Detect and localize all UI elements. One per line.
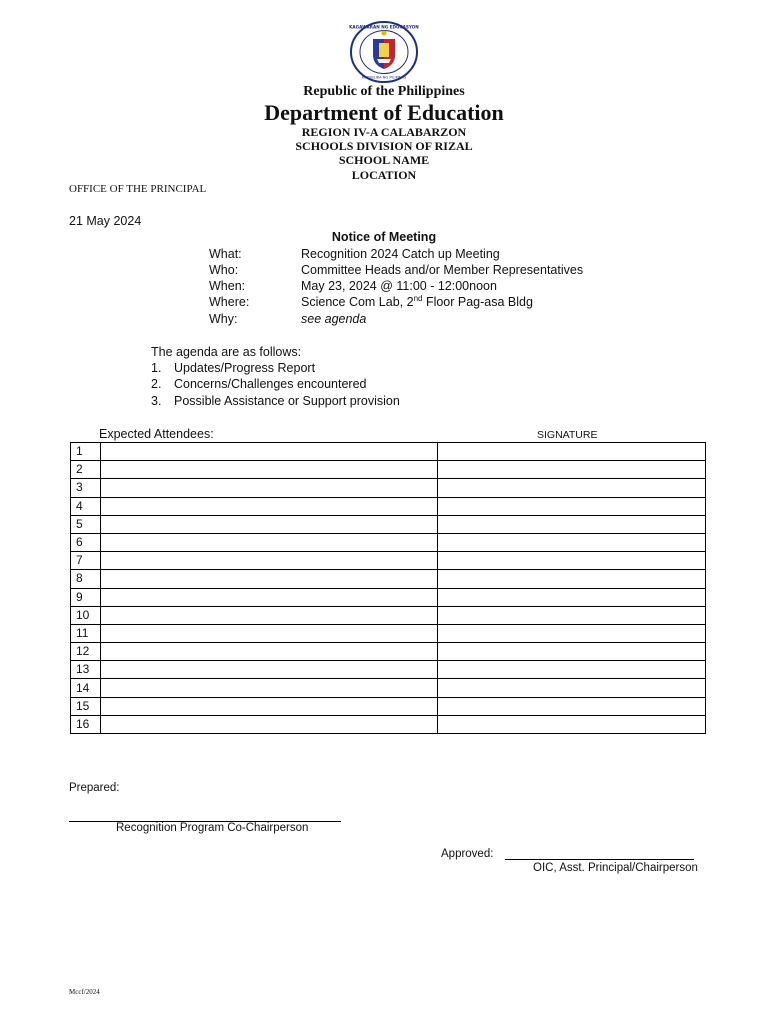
signature-cell[interactable] xyxy=(438,588,706,606)
row-number: 3 xyxy=(71,479,101,497)
notice-label: Why: xyxy=(209,312,238,326)
table-row xyxy=(71,643,706,661)
signature-label: SIGNATURE xyxy=(537,429,598,441)
notice-value: see agenda xyxy=(301,312,367,326)
letter-date: 21 May 2024 xyxy=(69,214,142,228)
attendee-name-cell[interactable] xyxy=(101,588,438,606)
row-number: 8 xyxy=(71,570,101,588)
row-number: 9 xyxy=(71,588,101,606)
table-row xyxy=(71,679,706,697)
row-number: 12 xyxy=(71,643,101,661)
signature-cell[interactable] xyxy=(438,552,706,570)
header-school: SCHOOL NAME xyxy=(338,153,430,167)
table-row xyxy=(71,715,706,733)
attendee-name-cell[interactable] xyxy=(101,679,438,697)
notice-row-who xyxy=(209,263,583,277)
notice-row-what xyxy=(209,247,500,261)
row-number: 4 xyxy=(71,497,101,515)
signature-cell[interactable] xyxy=(438,443,706,461)
svg-text:REPUBLIKA NG PILIPINAS: REPUBLIKA NG PILIPINAS xyxy=(361,75,407,80)
notice-row-where xyxy=(209,295,533,309)
attendees-table xyxy=(70,442,706,734)
signature-cell[interactable] xyxy=(438,570,706,588)
signature-cell[interactable] xyxy=(438,461,706,479)
signature-cell[interactable] xyxy=(438,643,706,661)
table-row xyxy=(71,661,706,679)
attendee-name-cell[interactable] xyxy=(101,643,438,661)
signature-cell[interactable] xyxy=(438,497,706,515)
notice-value: Committee Heads and/or Member Representatives xyxy=(301,263,584,277)
attendee-name-cell[interactable] xyxy=(101,661,438,679)
attendee-name-cell[interactable] xyxy=(101,697,438,715)
attendee-name-cell[interactable] xyxy=(101,497,438,515)
signature-cell[interactable] xyxy=(438,715,706,733)
table-row xyxy=(71,479,706,497)
table-row xyxy=(71,497,706,515)
notice-row-why xyxy=(209,312,366,326)
agenda-number: 3. xyxy=(151,394,162,408)
table-row xyxy=(71,624,706,642)
notice-value xyxy=(301,295,533,309)
notice-row-when xyxy=(209,279,497,293)
attendee-name-cell[interactable] xyxy=(101,533,438,551)
attendee-name-cell[interactable] xyxy=(101,461,438,479)
notice-value-pre: Science Com Lab, 2 xyxy=(301,295,414,309)
prepared-label: Prepared: xyxy=(69,782,120,794)
attendee-name-cell[interactable] xyxy=(101,570,438,588)
agenda-number: 1. xyxy=(151,361,162,375)
attendee-name-cell[interactable] xyxy=(101,479,438,497)
table-row xyxy=(71,443,706,461)
notice-value: May 23, 2024 @ 11:00 - 12:00noon xyxy=(301,279,497,293)
attendees-table-body xyxy=(71,443,706,734)
table-row xyxy=(71,552,706,570)
notice-value-sup: nd xyxy=(413,293,423,303)
agenda-item xyxy=(151,361,315,375)
signature-cell[interactable] xyxy=(438,479,706,497)
header-republic: Republic of the Philippines xyxy=(303,84,465,99)
row-number: 1 xyxy=(71,443,101,461)
attendee-name-cell[interactable] xyxy=(101,515,438,533)
signature-cell[interactable] xyxy=(438,697,706,715)
agenda-text: Concerns/Challenges encountered xyxy=(174,377,367,391)
footer-code: Mccf/2024 xyxy=(69,988,100,996)
header-department: Department of Education xyxy=(264,100,504,125)
notice-label: When: xyxy=(209,279,246,293)
signature-cell[interactable] xyxy=(438,606,706,624)
table-row xyxy=(71,606,706,624)
signature-cell[interactable] xyxy=(438,515,706,533)
row-number: 2 xyxy=(71,461,101,479)
attendees-label: Expected Attendees: xyxy=(99,427,214,441)
notice-label: Who: xyxy=(209,263,239,277)
agenda-item xyxy=(151,377,367,391)
table-row xyxy=(71,461,706,479)
row-number: 16 xyxy=(71,715,101,733)
agenda-number: 2. xyxy=(151,377,162,391)
row-number: 10 xyxy=(71,606,101,624)
header-location: LOCATION xyxy=(351,168,417,182)
svg-text:KAGAWARAN NG EDUKASYON: KAGAWARAN NG EDUKASYON xyxy=(349,24,419,30)
notice-label: Where: xyxy=(209,295,250,309)
row-number: 6 xyxy=(71,533,101,551)
row-number: 7 xyxy=(71,552,101,570)
row-number: 14 xyxy=(71,679,101,697)
approved-label: Approved: xyxy=(441,848,494,860)
table-row xyxy=(71,515,706,533)
notice-title: Notice of Meeting xyxy=(331,230,437,244)
row-number: 15 xyxy=(71,697,101,715)
row-number: 5 xyxy=(71,515,101,533)
header-division: SCHOOLS DIVISION OF RIZAL xyxy=(295,139,473,153)
attendee-name-cell[interactable] xyxy=(101,606,438,624)
table-row xyxy=(71,588,706,606)
agenda-intro: The agenda are as follows: xyxy=(151,345,302,359)
notice-value-post: Floor Pag-asa Bldg xyxy=(422,295,533,309)
table-row xyxy=(71,533,706,551)
deped-seal-icon xyxy=(349,21,419,83)
signature-cell[interactable] xyxy=(438,679,706,697)
header-region: REGION IV-A CALABARZON xyxy=(301,125,467,139)
prepared-role: Recognition Program Co-Chairperson xyxy=(116,822,309,834)
approved-role: OIC, Asst. Principal/Chairperson xyxy=(533,862,698,874)
attendee-name-cell[interactable] xyxy=(101,715,438,733)
agenda-text: Updates/Progress Report xyxy=(174,361,316,375)
approved-signature-line xyxy=(505,859,694,860)
row-number: 11 xyxy=(71,624,101,642)
row-number: 13 xyxy=(71,661,101,679)
signature-cell[interactable] xyxy=(438,661,706,679)
signature-cell[interactable] xyxy=(438,624,706,642)
attendee-name-cell[interactable] xyxy=(101,624,438,642)
notice-label: What: xyxy=(209,247,242,261)
notice-value: Recognition 2024 Catch up Meeting xyxy=(301,247,500,261)
table-row xyxy=(71,697,706,715)
attendee-name-cell[interactable] xyxy=(101,552,438,570)
agenda-item xyxy=(151,394,400,408)
agenda-text: Possible Assistance or Support provision xyxy=(174,394,400,408)
signature-cell[interactable] xyxy=(438,533,706,551)
office-label: OFFICE OF THE PRINCIPAL xyxy=(69,183,207,195)
attendee-name-cell[interactable] xyxy=(101,443,438,461)
table-row xyxy=(71,570,706,588)
